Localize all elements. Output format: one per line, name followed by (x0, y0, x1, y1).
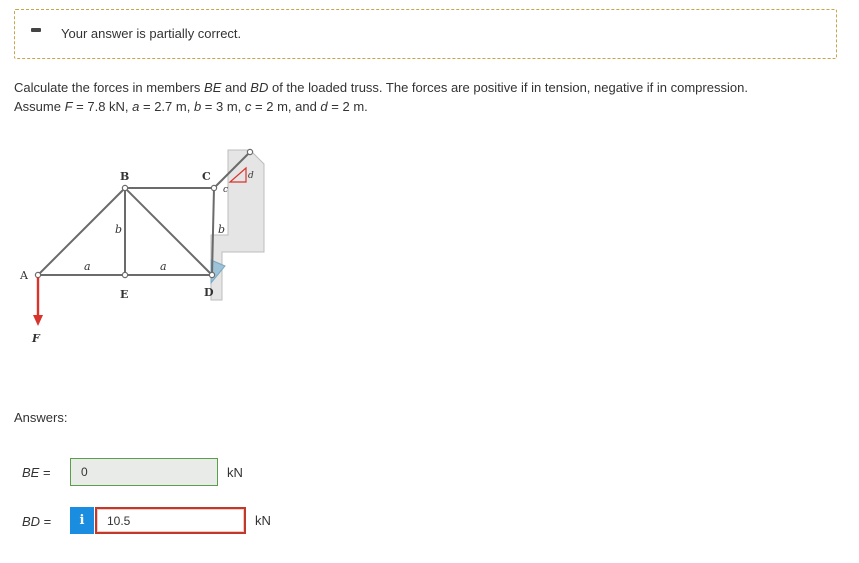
joint-C (211, 185, 216, 190)
answer-label-BD: BD = (22, 514, 52, 529)
unit-BE: kN (227, 465, 243, 480)
truss-diagram (18, 140, 288, 350)
problem-line-2: Assume F = 7.8 kN, a = 2.7 m, b = 3 m, c = 2 m, and d = 2 m. (14, 99, 368, 114)
label-b2: b (218, 223, 226, 236)
joint-E (122, 272, 127, 277)
unit-BD: kN (255, 513, 271, 528)
label-a2: a (160, 260, 167, 273)
label-d: d (248, 171, 254, 181)
joint-D (209, 272, 214, 277)
minus-icon (31, 28, 41, 32)
problem-line-1: Calculate the forces in members BE and BD of the loaded truss. The forces are positive if in tension, negative if in compression. (14, 80, 748, 95)
label-A: A (20, 269, 28, 282)
member-BD (125, 188, 212, 275)
answer-input-BD[interactable]: 10.5 (95, 507, 246, 534)
load-arrow-head (33, 315, 43, 326)
label-B: B (120, 170, 130, 183)
problem-statement (14, 78, 834, 116)
joint-A (35, 272, 40, 277)
label-c: c (223, 185, 229, 195)
label-b1: b (115, 223, 123, 236)
label-F: F (32, 332, 40, 345)
label-C: C (202, 170, 211, 183)
info-icon[interactable]: i (70, 507, 94, 534)
answer-input-BE[interactable]: 0 (70, 458, 218, 486)
label-a1: a (84, 260, 91, 273)
answer-label-BE: BE = (22, 465, 51, 480)
member-AB (38, 188, 125, 275)
feedback-banner (14, 9, 837, 59)
label-D: D (204, 286, 214, 299)
label-E: E (120, 288, 129, 301)
joint-B (122, 185, 127, 190)
feedback-message: Your answer is partially correct. (61, 26, 242, 41)
joint-anchor (247, 149, 252, 154)
answers-label: Answers: (14, 410, 68, 425)
